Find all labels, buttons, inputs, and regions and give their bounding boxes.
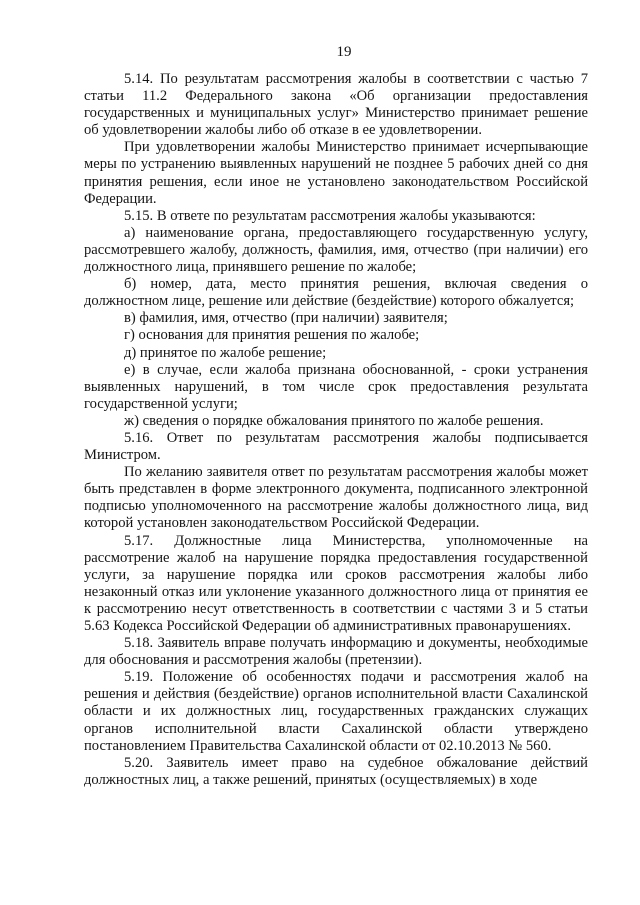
paragraph-5-19: 5.19. Положение об особенностях подачи и рассмотрения жалоб на решения и действия (бездействие) органов исполнительной власти Сахалинской области и их должностных лиц, государственных гражданских служащих органов исполнительной власти Сахалинской области утверждено постановлением Правительства Сахалинской области от 02.10.2013 № 560. [84, 669, 588, 754]
paragraph-5-16: 5.16. Ответ по результатам рассмотрения жалобы подписывается Министром. [84, 429, 588, 464]
list-item-zh: ж) сведения о порядке обжалования принятого по жалобе решения. [124, 412, 544, 429]
paragraph-5-18: 5.18. Заявитель вправе получать информацию и документы, необходимые для обоснования и рассмотрения жалобы (претензии). [84, 635, 588, 669]
list-item-a: а) наименование органа, предоставляющего государственную услугу, рассмотревшего жалобу, должность, фамилия, имя, отчество (при наличии) его должностного лица, принявшего решение по жалобе; [84, 224, 588, 276]
paragraph-5-15: 5.15. В ответе по результатам рассмотрения жалобы указываются: [124, 207, 536, 224]
paragraph-electronic-answer: По желанию заявителя ответ по результатам рассмотрения жалобы может быть представлен в форме электронного документа, подписанного электронной подписью уполномоченного на рассмотрение жалобы должностного лица, вид которой установлен законодательством Российской Федерации. [84, 464, 588, 532]
list-item-v: в) фамилия, имя, отчество (при наличии) заявителя; [124, 310, 448, 327]
paragraph-5-20: 5.20. Заявитель имеет право на судебное обжалование действий должностных лиц, а также решений, принятых (осуществляемых) в ходе [84, 754, 588, 788]
paragraph-5-14: 5.14. По результатам рассмотрения жалобы в соответствии с частью 7 статьи 11.2 Федерального закона «Об организации предоставления государственных и муниципальных услуг» Министерство принимает решение об удовлетворении жалобы либо об отказе в ее удовлетворении. [84, 71, 588, 139]
list-item-g: г) основания для принятия решения по жалобе; [124, 327, 420, 344]
list-item-e: е) в случае, если жалоба признана обоснованной, - сроки устранения выявленных нарушений, в том числе срок предоставления результата государственной услуги; [84, 361, 588, 412]
paragraph-5-17: 5.17. Должностные лица Министерства, уполномоченные на рассмотрение жалоб на нарушение порядка предоставления государственной услуги, за нарушение порядка или сроков рассмотрения жалобы либо незаконный отказ или уклонение указанного должностного лица от принятия ее к рассмотрению несут ответственность в соответствии с частями 3 и 5 статьи 5.63 Кодекса Российской Федерации об административных правонарушениях. [84, 532, 588, 634]
paragraph-satisfaction: При удовлетворении жалобы Министерство принимает исчерпывающие меры по устранению выявленных нарушений не позднее 5 рабочих дней со дня принятия решения, если иное не установлено законодательством Российской Федерации. [84, 139, 588, 207]
list-item-b: б) номер, дата, место принятия решения, включая сведения о должностном лице, решение или действие (бездействие) которого обжалуется; [84, 276, 588, 310]
page-number: 19 [336, 44, 352, 60]
list-item-d: д) принятое по жалобе решение; [124, 344, 327, 361]
document-body [84, 71, 588, 789]
